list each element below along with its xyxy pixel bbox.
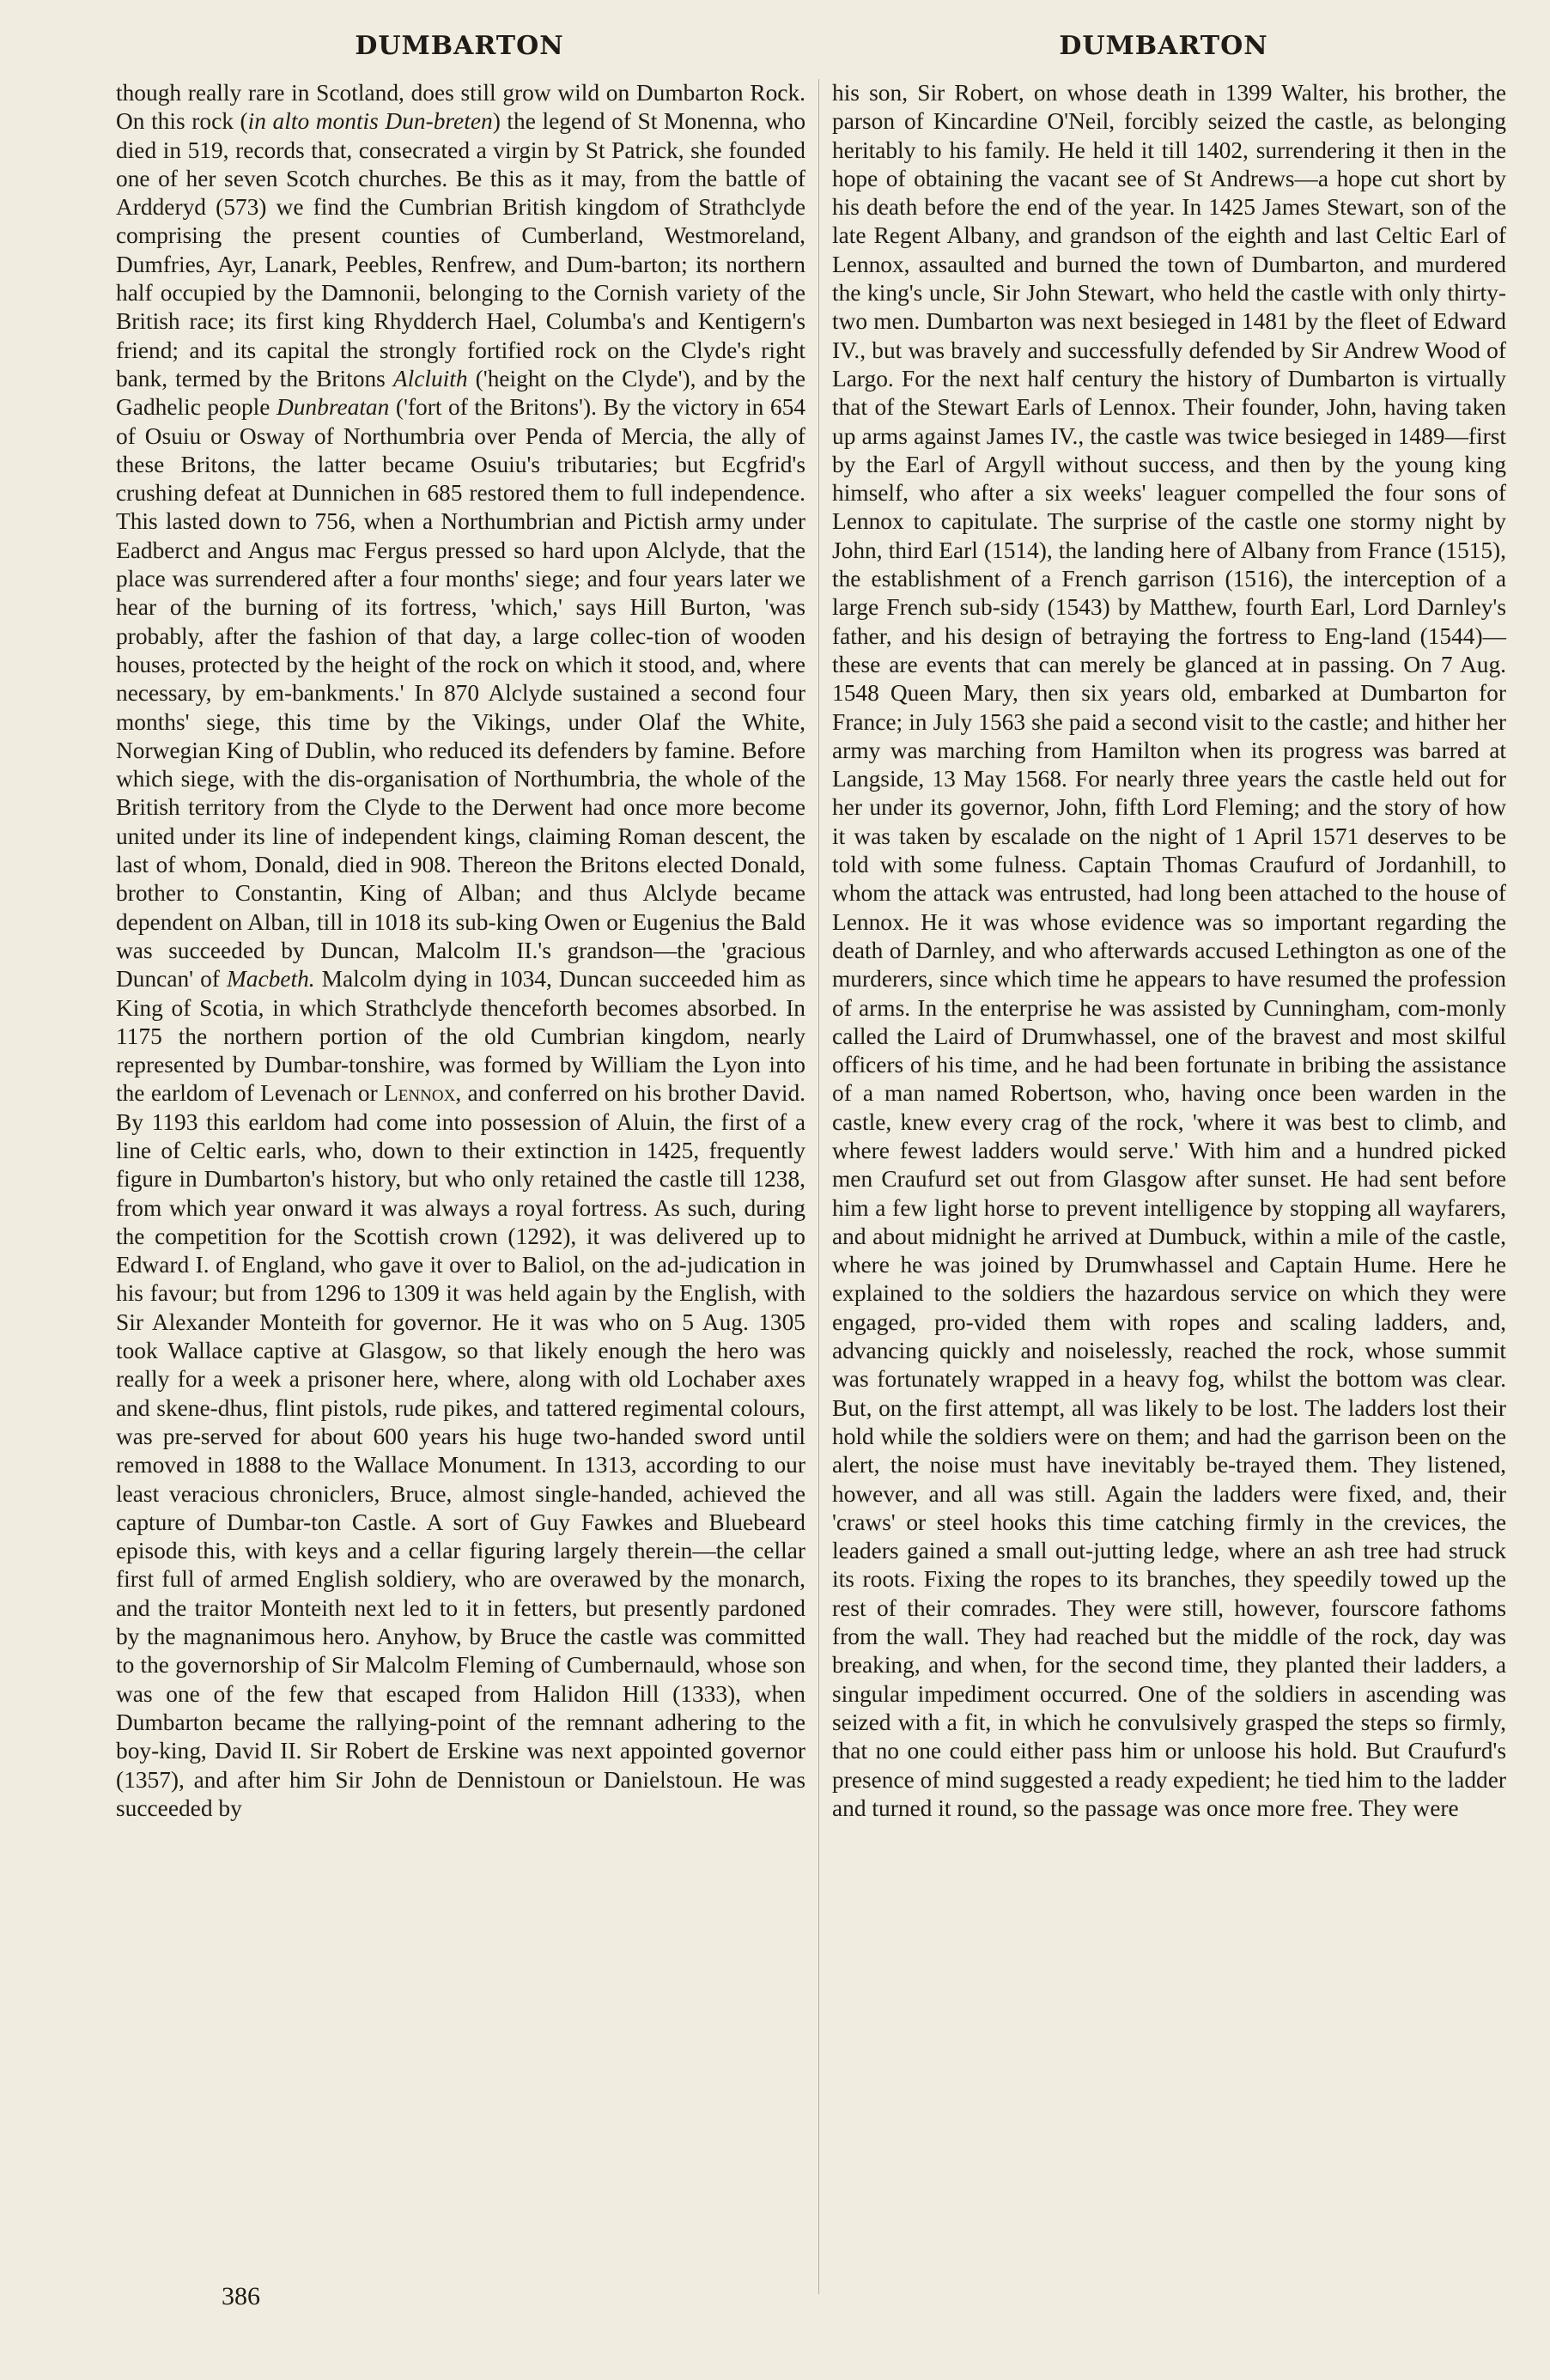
text-run: ('fort of the Britons'). By the victory in 654 of Osuiu or Osway of Northumbria over Penda of Mercia, the ally of these Britons, the latter became Osuiu's tributaries; but Ecgfrid's crushing defeat at Dunnichen in 685 restored them to full independence. This lasted down to 756, when a Northumbrian and Pictish army under Eadberct and Angus mac Fergus pressed so hard upon Alclyde, that the place was surrendered after a four months' siege; and four years later we hear of the burning of its fortress, 'which,' says Hill Burton, 'was probably, after the fashion of that day, a large collec-tion of wooden houses, protected by the height of the rock on which it stood, and, where necessary, by em-bankments.' In 870 Alclyde sustained a second four months' siege, this time by the Vikings, under Olaf the White, Norwegian King of Dublin, who reduced its defenders by famine. Before which siege, with the dis-organisation of Northumbria, the whole of the British territory from the Clyde to the Derwent had once more become united under its line of independent kings, claiming Roman descent, the last of whom, Donald, died in 908. Thereon the Britons elected Donald, brother to Constantin, King of Alban; and thus Alclyde became dependent on Alban, till in 1018 its sub-king Owen or Eugenius the Bald was succeeded by Duncan, Malcolm II.'s grandson—the 'gracious Duncan' of (116, 394, 805, 993)
small-caps-text: Lennox (384, 1080, 456, 1107)
italic-text: Dunbreatan (276, 394, 390, 421)
text-run: ) the legend of St Monenna, who died in 519, records that, consecrated a virgin by St Patrick, she founded one of her seven Scotch churches. Be this as it may, from the battle of Ardderyd (573) we find the Cumbrian British kingdom of Strathclyde comprising the present counties of Cumberland, Westmoreland, Dumfries, Ayr, Lanark, Peebles, Renfrew, and Dum-barton; its northern half occupied by the Damnonii, belonging to the Cornish variety of the British race; its first king Rhydderch Hael, Columba's and Kentigern's friend; and its capital the strongly fortified rock on the Clyde's right bank, termed by the Britons (116, 108, 806, 392)
column-divider (818, 79, 819, 2294)
text-run: though really rare in Scotland, does still grow wild on Dumbarton Rock. On this rock ( (116, 80, 805, 135)
page-number: 386 (222, 2282, 260, 2310)
left-column (116, 79, 805, 1823)
italic-text: in alto montis Dun-breten (247, 108, 493, 135)
running-head-right: DUMBARTON (1059, 31, 1268, 61)
text-run: ('height on the Clyde'), and by the Gadhelic people (116, 365, 806, 421)
right-column (832, 79, 1506, 1823)
text-run: , and conferred on his brother David. By 1193 this earldom had come into possession of Aluin, the first of a line of Celtic earls, who, down to their extinction in 1425, frequently figure in Dumbarton's history, but who only retained the castle till 1238, from which year onward it was always a royal fortress. As such, during the competition for the Scottish crown (1292), it was delivered up to Edward I. of England, who gave it over to Baliol, on the ad-judication in his favour; but from 1296 to 1309 it was held again by the English, with Sir Alexander Monteith for governor. He it was who on 5 Aug. 1305 took Wallace captive at Glasgow, so that likely enough the hero was really for a week a prisoner here, where, along with old Lochaber axes and skene-dhus, flint pistols, rude pikes, and tattered regimental colours, was pre-served for about 600 years his huge two-handed sword until removed in 1888 to the Wallace Monument. In 1313, according to our least veracious chroniclers, Bruce, almost single-handed, achieved the capture of Dumbar-ton Castle. A sort of Guy Fawkes and Bluebeard episode this, with keys and a cellar figuring largely therein—the cellar first full of armed English soldiery, who are overawed by the monarch, and the traitor Monteith next led to it in fetters, but presently pardoned by the magnanimous hero. Anyhow, by Bruce the castle was committed to the governorship of Sir Malcolm Fleming of Cumbernauld, whose son was one of the few that escaped from Halidon Hill (1333), when Dumbarton became the rallying-point of the remnant adhering to the boy-king, David II. Sir Robert de Erskine was next appointed governor (1357), and after him Sir John de Dennistoun or Danielstoun. He was succeeded by (116, 1080, 806, 1821)
italic-text: Alcluith (392, 365, 468, 392)
running-head-left: DUMBARTON (355, 31, 564, 61)
right-column-text: his son, Sir Robert, on whose death in 1399 Walter, his brother, the parson of Kincardine O'Neil, forcibly seized the castle, as belonging heritably to his family. He held it till 1402, surrendering it then in the hope of obtaining the vacant see of St Andrews—a hope cut short by his death before the end of the year. In 1425 James Stewart, son of the late Regent Albany, and grandson of the eighth and last Celtic Earl of Lennox, assaulted and burned the town of Dumbarton, and murdered the king's uncle, Sir John Stewart, who held the castle with only thirty-two men. Dumbarton was next besieged in 1481 by the fleet of Edward IV., but was bravely and successfully defended by Sir Andrew Wood of Largo. For the next half century the history of Dumbarton is virtually that of the Stewart Earls of Lennox. Their founder, John, having taken up arms against James IV., the castle was twice besieged in 1489—first by the Earl of Argyll without success, and then by the young king himself, who after a six weeks' leaguer compelled the four sons of Lennox to capitulate. The surprise of the castle one stormy night by John, third Earl (1514), the landing here of Albany from France (1515), the establishment of a French garrison (1516), the interception of a large French sub-sidy (1543) by Matthew, fourth Earl, Lord Darnley's father, and his design of betraying the fortress to Eng-land (1544)—these are events that can merely be glanced at in passing. On 7 Aug. 1548 Queen Mary, then six years old, embarked at Dumbarton for France; in July 1563 she paid a second visit to the castle; and hither her army was marching from Hamilton when its progress was barred at Langside, 13 May 1568. For nearly three years the castle held out for her under its governor, John, fifth Lord Fleming; and the story of how it was taken by escalade on the night of 1 April 1571 deserves to be told with some fulness. Captain Thomas Craufurd of Jordanhill, to whom the attack was entrusted, had long been attached to the house of Lennox. He it was whose evidence was so important regarding the death of Darnley, and who afterwards accused Lethington as one of the murderers, since which time he appears to have resumed the profession of arms. In the enterprise he was assisted by Cunningham, com-monly called the Laird of Drumwhassel, one of the bravest and most skilful officers of his time, and he had been fortunate in bribing the assistance of a man named Robertson, who, having once been warden in the castle, knew every crag of the rock, 'where it was best to climb, and where fewest ladders would serve.' With him and a hundred picked men Craufurd set out from Glasgow after sunset. He had sent before him a few light horse to prevent intelligence by stopping all wayfarers, and about midnight he arrived at Dumbuck, within a mile of the castle, where he was joined by Drumwhassel and Captain Hume. Here he explained to the soldiers the hazardous service on which they were engaged, pro-vided them with ropes and scaling ladders, and, advancing quickly and noiselessly, reached the rock, whose summit was fortunately wrapped in a heavy fog, whilst the bottom was clear. But, on the first attempt, all was likely to be lost. The ladders lost their hold while the soldiers were on them; and had the garrison been on the alert, the noise must have inevitably be-trayed them. They listened, however, and all was still. Again the ladders were fixed, and, their 'craws' or steel hooks this time catching firmly in the crevices, the leaders gained a small out-jutting ledge, where an ash tree had struck its roots. Fixing the ropes to its branches, they speedily towed up the rest of their comrades. They were still, however, fourscore fathoms from the wall. They had reached but the middle of the rock, day was breaking, and when, for the second time, they planted their ladders, a singular impediment occurred. One of the soldiers in ascending was seized with a fit, in which he convulsively grasped the steps so firmly, that no one could either pass him or unloose his hold. But Craufurd's presence of mind suggested a ready expedient; he tied him to the ladder and turned it round, so the passage was once more free. They were (832, 80, 1506, 1821)
text-run: Malcolm dying in 1034, Duncan succeeded him as King of Scotia, in which Strathclyde thenceforth becomes absorbed. In 1175 the northern portion of the old Cumbrian kingdom, nearly represented by Dumbar-tonshire, was formed by William the Lyon into the earldom of Levenach or (116, 966, 805, 1107)
left-column-text (116, 79, 805, 1823)
italic-text: Macbeth. (226, 966, 315, 993)
